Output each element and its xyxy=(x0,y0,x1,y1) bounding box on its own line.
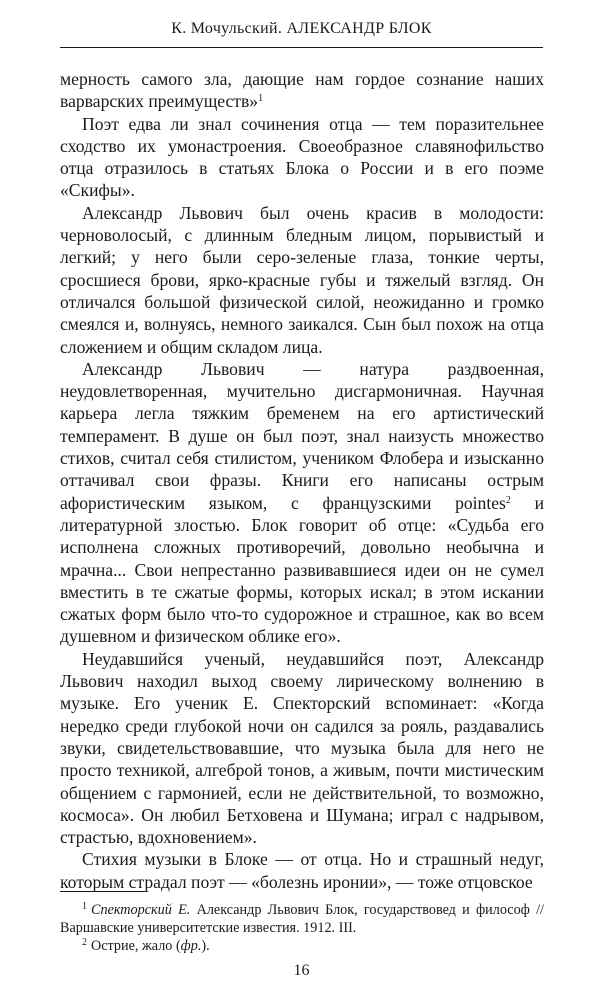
footnote-2-abbr: фр. xyxy=(180,938,202,954)
footnote-1-mark: 1 xyxy=(82,901,87,912)
footnote-2-text: Острие, жало ( xyxy=(91,938,181,954)
footnote-1-text: Александр Львович Блок, государствовед и философ // Варшавские университетские известия. 1912. III. xyxy=(60,902,544,936)
paragraph-1 xyxy=(60,68,544,113)
main-text xyxy=(60,68,544,893)
footnote-rule xyxy=(60,891,145,892)
paragraph-4-part-2: и литературной злостью. Блок говорит об отце: «Судьба его исполнена сложных противоречий, довольно необычна и мрачна... Свои непрестанно развивавшиеся идеи он не сумел вместить в те сжатые формы, которых искал; в этом искании сжатых форм было что-то судорожное и страшное, как во всем душевном и физическом облике его». xyxy=(60,492,544,647)
footnotes xyxy=(60,901,544,955)
footnote-ref-2: 2 xyxy=(505,494,511,506)
footnote-2-mark: 2 xyxy=(82,937,87,948)
footnote-2-tail: ). xyxy=(201,938,210,954)
footnote-1 xyxy=(60,901,544,937)
footnote-ref-1: 1 xyxy=(258,93,264,105)
header-rule xyxy=(60,47,543,48)
page-number: 16 xyxy=(293,962,310,979)
paragraph-3: Александр Львович был очень красив в молодости: черноволосый, с длинным бледным лицом, порывистый и легкий; у него были серо-зеленые глаза, тонкие черты, сросшиеся брови, ярко-красные губы и тяжелый взгляд. Он отличался большой физической силой, неожиданно и громко смеялся и, волнуясь, немного заикался. Сын был похож на отца сложением и общим складом лица. xyxy=(60,202,544,357)
paragraph-4 xyxy=(60,358,544,648)
paragraph-1-text: мерность самого зла, дающие нам гордое сознание наших варварских преимуществ» xyxy=(60,69,544,112)
paragraph-5: Неудавшийся ученый, неудавшийся поэт, Александр Львович находил выход своему лирическому волнению в музыке. Его ученик Е. Спекторский вспоминает: «Когда нередко среди глубокой ночи он садился за рояль, раздавались звуки, свидетельствовавшие, что музыка была для него не просто техникой, алгеброй тонов, а живым, почти мистическим общением с гармонией, если не действительной, то возможно, космоса». Он любил Бетховена и Шумана; играл с надрывом, страстью, вдохновением». xyxy=(60,648,544,848)
paragraph-4-part-1: Александр Львович — натура раздвоенная, неудовлетворенная, мучительно дисгармоничная. Научная карьера легла тяжким бременем на его артистический темперамент. В душе он был поэт, знал наизусть множество стихов, считал себя стилистом, учеником Флобера и изысканно оттачивал свои фразы. Книги его написаны острым афористическим языком, с французскими pointes xyxy=(60,358,544,513)
footnote-1-author: Спекторский Е. xyxy=(91,902,191,918)
footnote-2 xyxy=(60,937,544,955)
running-head: К. Мочульский. АЛЕКСАНДР БЛОК xyxy=(171,20,432,37)
paragraph-2: Поэт едва ли знал сочинения отца — тем поразительнее сходство их умонастроения. Своеобразное славянофильство отца отразилось в статьях Блока о России и в его поэме «Скифы». xyxy=(60,113,544,201)
paragraph-6: Стихия музыки в Блоке — от отца. Но и страшный недуг, которым страдал поэт — «болезнь иронии», — тоже отцовское xyxy=(60,849,544,892)
